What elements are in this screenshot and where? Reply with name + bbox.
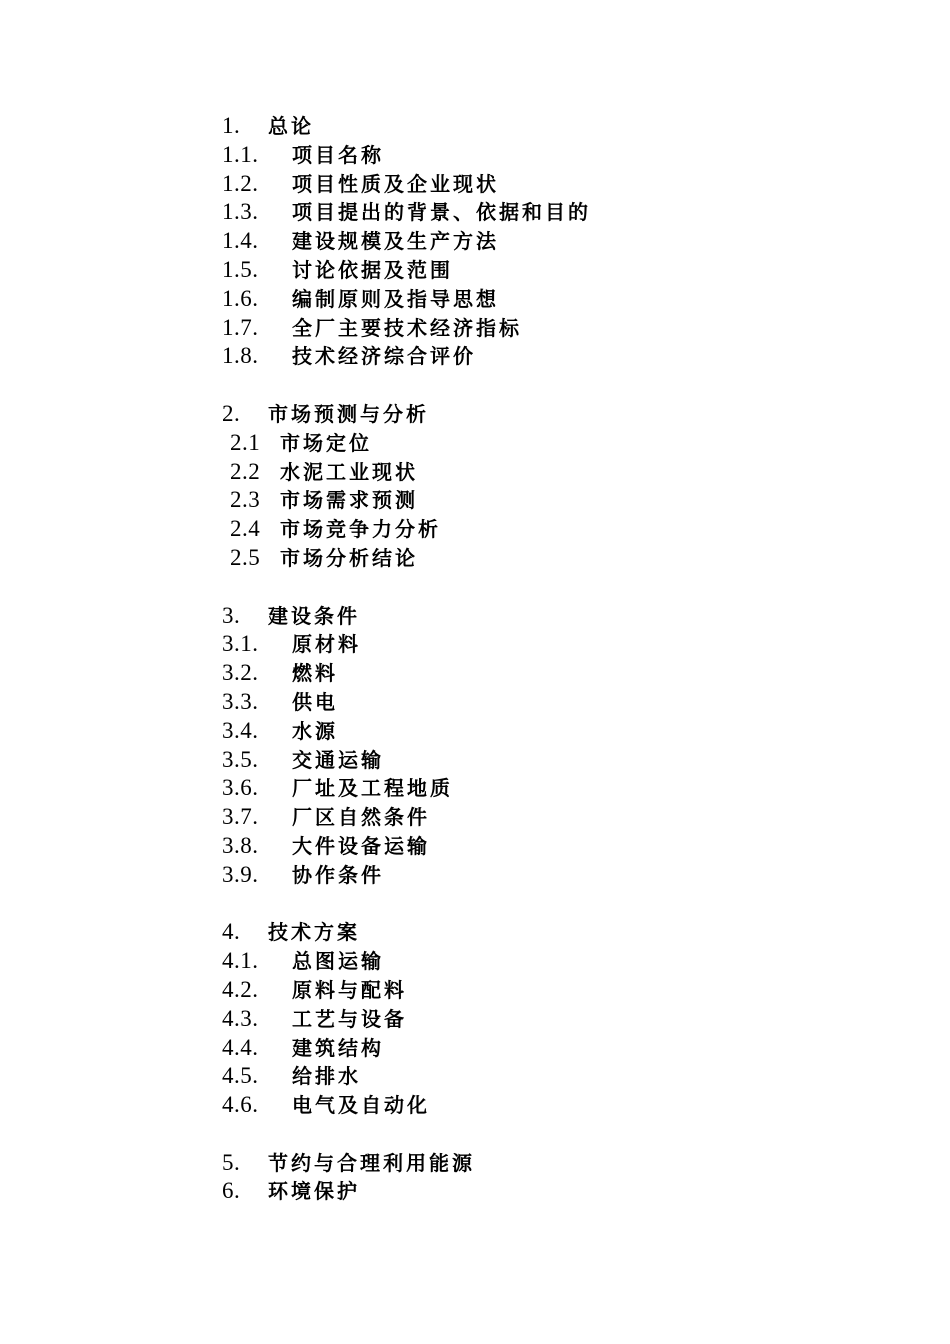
table-of-contents	[222, 112, 862, 1206]
toc-item-1-6	[222, 285, 862, 314]
toc-title: 技术经济综合评价	[292, 344, 476, 369]
toc-item-1-8	[222, 342, 862, 371]
toc-number: 4.6.	[222, 1092, 259, 1118]
section-spacer	[222, 1120, 862, 1149]
toc-title: 原料与配料	[292, 977, 407, 1002]
toc-number: 3.6.	[222, 775, 259, 801]
section-spacer	[222, 890, 862, 919]
toc-number: 3.8.	[222, 832, 259, 858]
toc-title: 市场预测与分析	[268, 401, 429, 426]
toc-number: 1.	[222, 113, 241, 138]
toc-item-1-4	[222, 227, 862, 256]
toc-title: 建设规模及生产方法	[292, 229, 499, 254]
toc-number: 1.2.	[222, 170, 259, 196]
toc-number: 3.9.	[222, 861, 259, 887]
toc-item-2-5	[222, 544, 862, 573]
toc-number: 1.4.	[222, 228, 259, 254]
toc-title: 厂区自然条件	[292, 805, 430, 830]
section-spacer	[222, 573, 862, 602]
toc-title: 给排水	[292, 1064, 361, 1089]
toc-number: 3.3.	[222, 688, 259, 714]
toc-section-3	[222, 602, 862, 631]
toc-title: 项目名称	[292, 142, 384, 167]
toc-number: 3.5.	[222, 746, 259, 772]
toc-title: 项目性质及企业现状	[292, 171, 499, 196]
toc-item-1-7	[222, 314, 862, 343]
section-spacer	[222, 371, 862, 400]
toc-item-4-2	[222, 976, 862, 1005]
toc-section-5	[222, 1149, 862, 1178]
toc-item-1-5	[222, 256, 862, 285]
toc-number: 3.7.	[222, 804, 259, 830]
toc-title: 全厂主要技术经济指标	[292, 315, 522, 340]
toc-number: 1.6.	[222, 285, 259, 311]
toc-item-4-6	[222, 1091, 862, 1120]
toc-number: 5.	[222, 1149, 241, 1175]
toc-number: 2.5	[230, 544, 261, 570]
toc-item-2-3	[222, 486, 862, 515]
toc-number: 3.2.	[222, 660, 259, 686]
toc-title: 讨论依据及范围	[292, 257, 453, 282]
toc-item-3-9	[222, 861, 862, 890]
toc-item-4-1	[222, 947, 862, 976]
toc-title: 协作条件	[292, 862, 384, 887]
toc-title: 建设条件	[268, 603, 360, 628]
toc-item-2-2	[222, 458, 862, 487]
toc-number: 6.	[222, 1178, 241, 1204]
toc-number: 3.4.	[222, 717, 259, 743]
toc-item-4-4	[222, 1034, 862, 1063]
toc-number: 4.1.	[222, 948, 259, 974]
toc-item-2-1	[222, 429, 862, 458]
toc-number: 2.1	[230, 429, 261, 455]
toc-title: 市场需求预测	[280, 488, 418, 513]
toc-title: 电气及自动化	[292, 1093, 430, 1118]
toc-number: 3.1.	[222, 631, 259, 657]
toc-number: 4.4.	[222, 1034, 259, 1060]
toc-number: 1.8.	[222, 343, 259, 369]
toc-item-3-5	[222, 746, 862, 775]
toc-number: 2.4	[230, 516, 261, 542]
toc-section-1	[222, 112, 862, 141]
toc-item-3-2	[222, 659, 862, 688]
toc-title: 节约与合理利用能源	[268, 1150, 475, 1175]
toc-title: 水泥工业现状	[280, 459, 418, 484]
toc-number: 2.3	[230, 487, 261, 513]
toc-item-3-7	[222, 803, 862, 832]
toc-title: 交通运输	[292, 747, 384, 772]
toc-number: 4.5.	[222, 1063, 259, 1089]
toc-title: 工艺与设备	[292, 1006, 407, 1031]
toc-item-4-3	[222, 1005, 862, 1034]
toc-number: 1.3.	[222, 199, 259, 225]
toc-title: 燃料	[292, 661, 338, 686]
toc-item-1-2	[222, 170, 862, 199]
toc-title: 市场竞争力分析	[280, 517, 441, 542]
toc-item-1-1	[222, 141, 862, 170]
toc-item-1-3	[222, 198, 862, 227]
toc-number: 1.1.	[222, 141, 259, 167]
toc-title: 总论	[268, 114, 314, 138]
toc-item-4-5	[222, 1062, 862, 1091]
toc-title: 环境保护	[268, 1179, 360, 1204]
toc-number: 1.5.	[222, 256, 259, 282]
toc-number: 4.2.	[222, 976, 259, 1002]
toc-number: 2.	[222, 400, 241, 426]
toc-title: 大件设备运输	[292, 833, 430, 858]
toc-item-3-8	[222, 832, 862, 861]
toc-title: 厂址及工程地质	[292, 776, 453, 801]
toc-title: 建筑结构	[292, 1035, 384, 1060]
toc-title: 原材料	[292, 632, 361, 657]
toc-title: 供电	[292, 689, 338, 714]
toc-number: 2.2	[230, 458, 261, 484]
toc-item-3-3	[222, 688, 862, 717]
toc-title: 水源	[292, 718, 338, 743]
toc-title: 总图运输	[292, 949, 384, 974]
toc-title: 市场分析结论	[280, 545, 418, 570]
toc-number: 4.3.	[222, 1005, 259, 1031]
toc-item-2-4	[222, 515, 862, 544]
toc-number: 1.7.	[222, 314, 259, 340]
toc-title: 编制原则及指导思想	[292, 286, 499, 311]
toc-title: 市场定位	[280, 430, 372, 455]
toc-item-3-4	[222, 717, 862, 746]
toc-section-4	[222, 918, 862, 947]
toc-item-3-6	[222, 774, 862, 803]
toc-section-6	[222, 1177, 862, 1206]
toc-number: 4.	[222, 919, 241, 945]
toc-number: 3.	[222, 602, 241, 628]
toc-section-2	[222, 400, 862, 429]
toc-item-3-1	[222, 630, 862, 659]
toc-title: 技术方案	[268, 920, 360, 945]
toc-title: 项目提出的背景、依据和目的	[292, 200, 591, 225]
